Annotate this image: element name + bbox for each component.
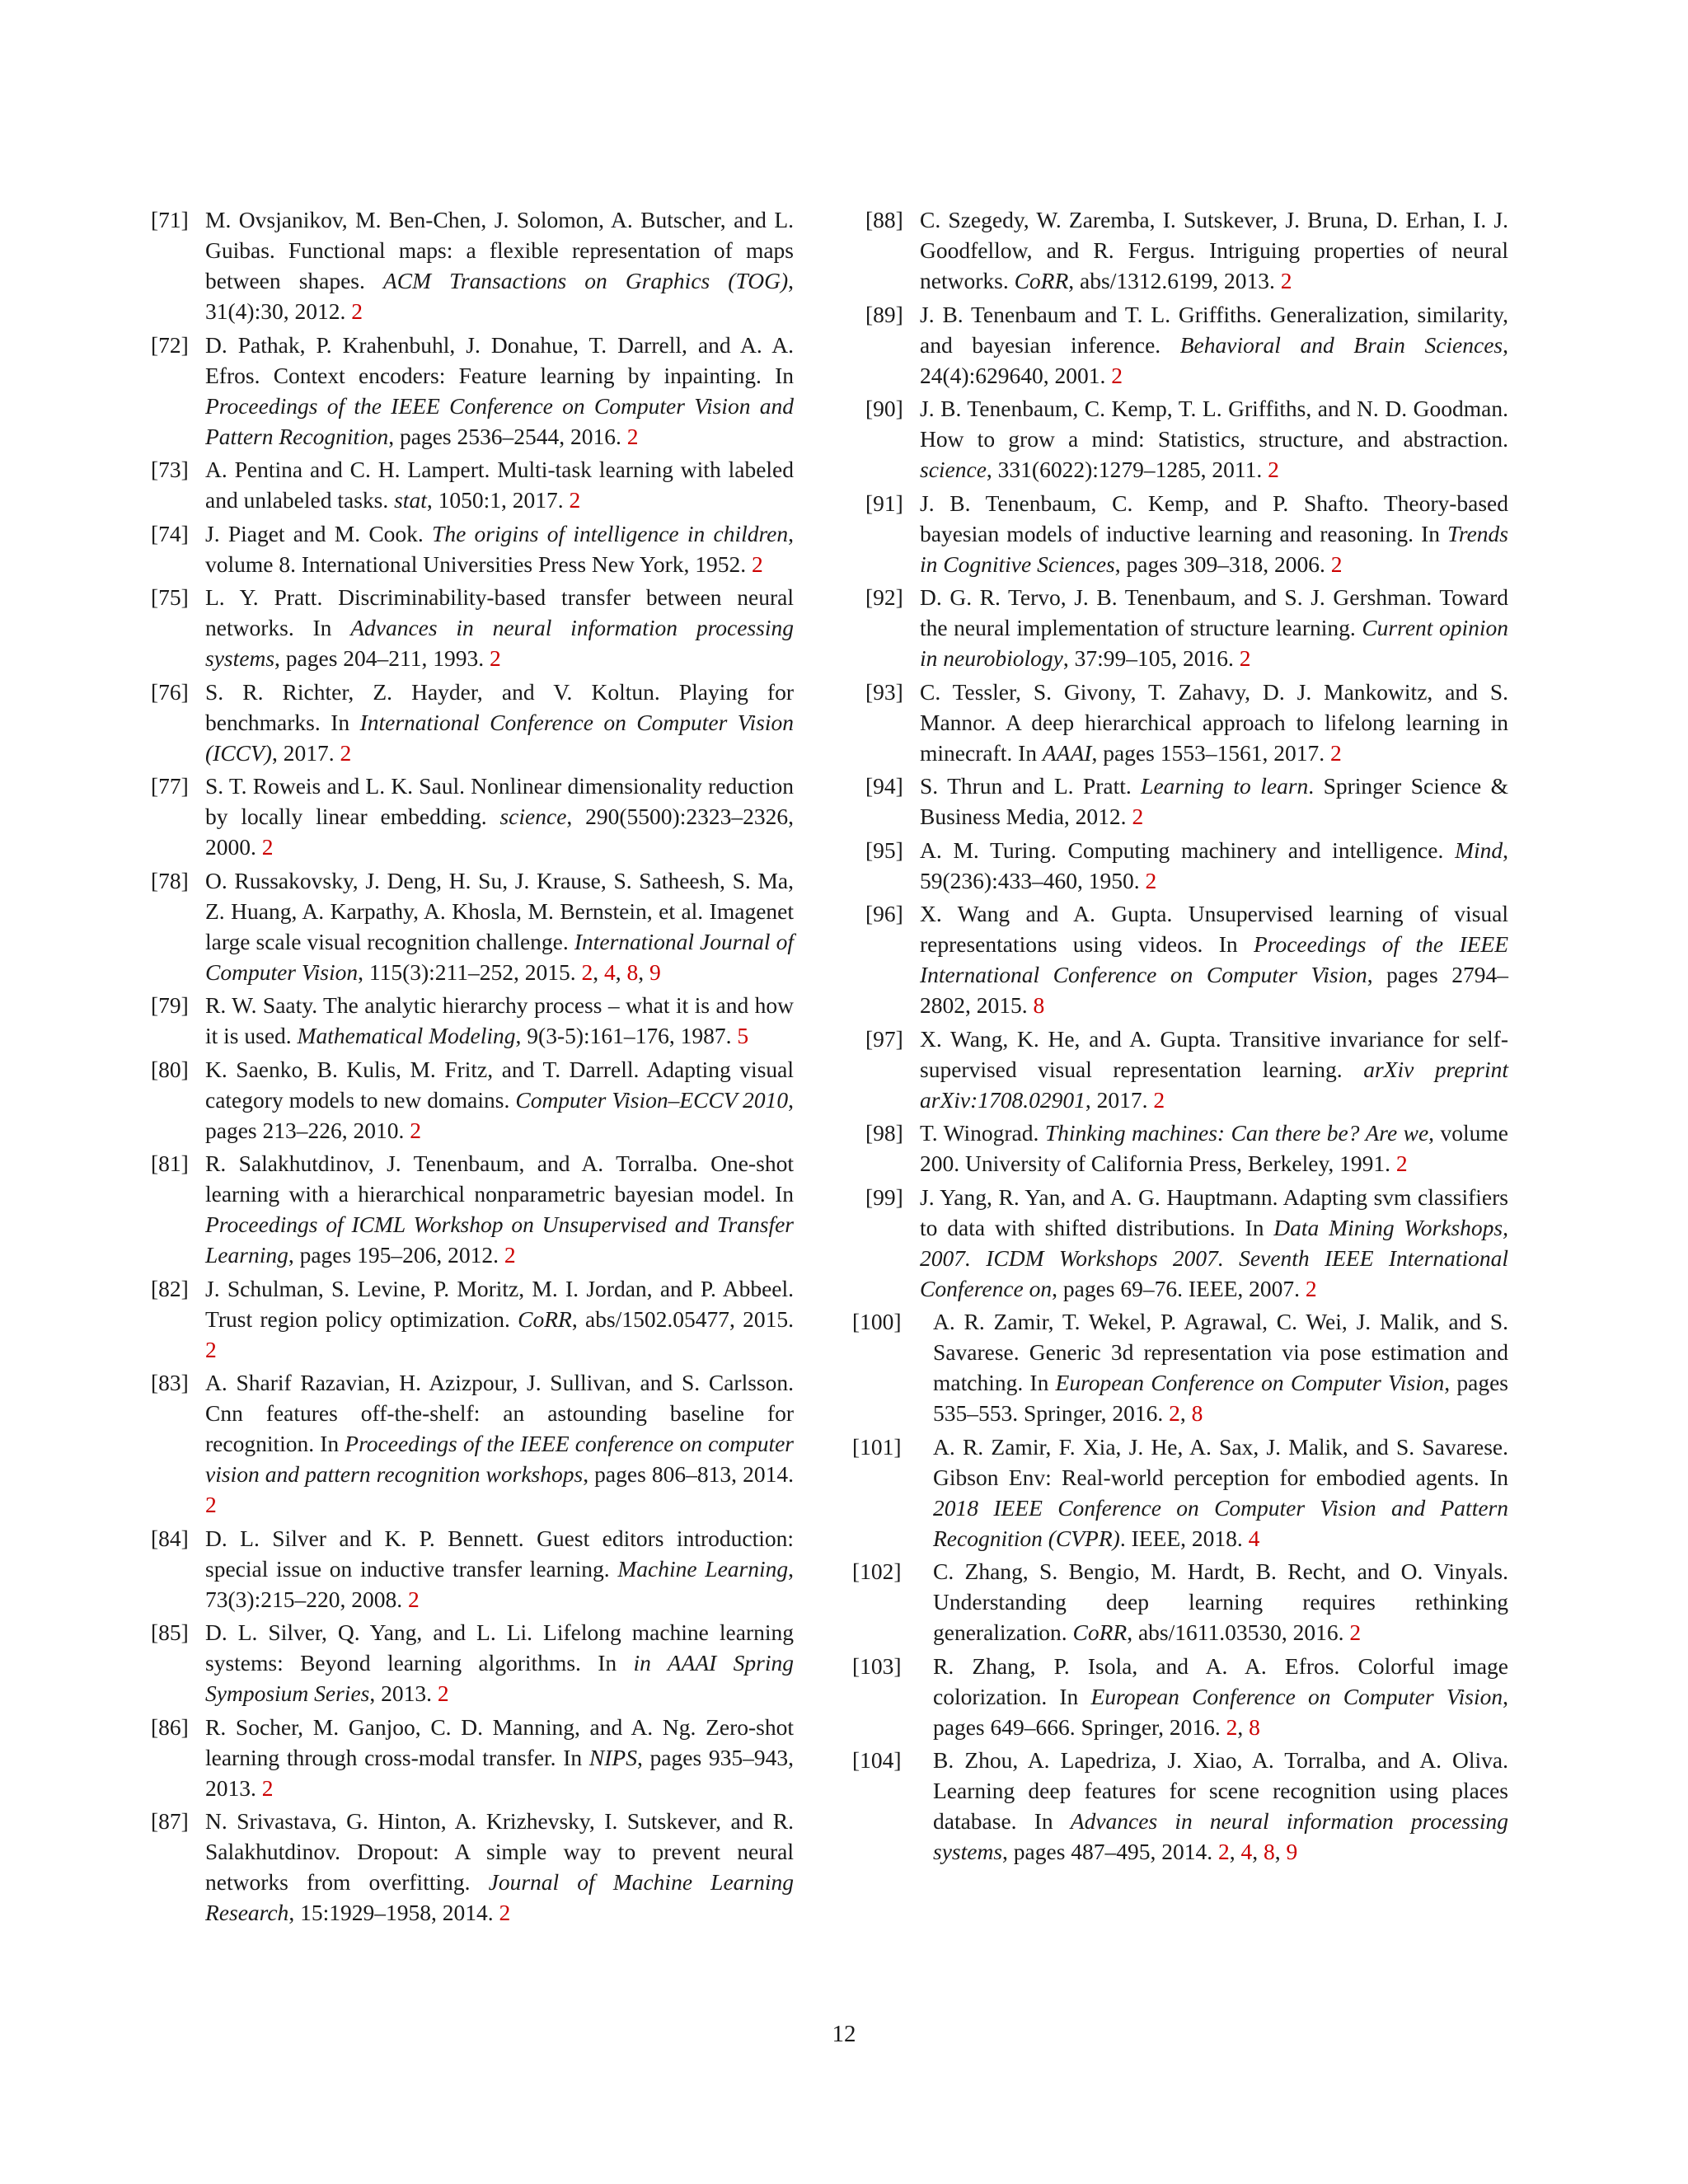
reference-authors-title: J. Piaget and M. Cook.	[205, 520, 424, 546]
backref-page-link[interactable]: 4	[1248, 1525, 1260, 1551]
reference-number: [73]	[151, 457, 189, 482]
reference-details: , pages 1553–1561, 2017.	[1091, 739, 1325, 766]
reference-entry	[151, 1523, 794, 1615]
reference-details: , volume 8. International Universities Press New York, 1952.	[205, 520, 794, 577]
reference-entry	[865, 299, 1508, 391]
reference-entry	[151, 518, 794, 579]
reference-details: , pages 213–226, 2010.	[205, 1086, 794, 1143]
reference-number: [91]	[865, 490, 903, 516]
reference-venue: The origins of intelligence in children	[432, 520, 789, 546]
backref-page-link[interactable]: 4	[604, 958, 616, 985]
reference-venue: arXiv preprint arXiv:1708.02901	[920, 1056, 1508, 1113]
backref-page-link[interactable]: 2	[407, 1586, 420, 1612]
reference-entry	[852, 1432, 1508, 1554]
reference-authors-title: S. Thrun and L. Pratt.	[920, 773, 1132, 799]
reference-number: [94]	[865, 773, 903, 799]
reference-number: [100]	[852, 1309, 902, 1334]
reference-number: [84]	[151, 1525, 189, 1551]
reference-authors-title: D. L. Silver, Q. Yang, and L. Li. Lifelong machine learning systems: Beyond learning algorithms. In	[205, 1619, 794, 1675]
reference-entry	[865, 582, 1508, 673]
reference-entry	[151, 1273, 794, 1365]
backref-page-link[interactable]: 2	[1226, 1713, 1238, 1740]
reference-entry	[865, 393, 1508, 485]
reference-details: , abs/1502.05477, 2015.	[571, 1305, 794, 1332]
reference-venue: Learning to learn	[1141, 773, 1309, 799]
reference-number: [101]	[852, 1433, 902, 1460]
reference-authors-title: J. Yang, R. Yan, and A. G. Hauptmann. Adapting svm classifiers to data with shifted distributions. In	[920, 1183, 1508, 1240]
reference-details: , 2017.	[1085, 1086, 1148, 1113]
reference-number: [93]	[865, 678, 903, 705]
backref-page-link[interactable]: 5	[737, 1023, 749, 1048]
reference-entry	[151, 1367, 794, 1520]
reference-venue: NIPS	[588, 1744, 637, 1770]
reference-details: , volume 200. University of California Press, Berkeley, 1991.	[920, 1120, 1508, 1176]
reference-number: [89]	[865, 301, 903, 327]
reference-number: [102]	[852, 1558, 902, 1584]
reference-entry	[151, 454, 794, 515]
reference-details: , 73(3):215–220, 2008.	[205, 1555, 794, 1612]
reference-number: [85]	[151, 1619, 189, 1645]
reference-details: . IEEE, 2018.	[1119, 1525, 1243, 1551]
reference-number: [71]	[151, 207, 189, 232]
backref-page-link[interactable]: 8	[1264, 1839, 1275, 1864]
reference-details: , pages 806–813, 2014.	[583, 1461, 794, 1487]
backref-page-link[interactable]: 2	[626, 423, 639, 449]
backref-page-link[interactable]: 2	[410, 1117, 421, 1143]
reference-entry	[865, 835, 1508, 896]
reference-number: [72]	[151, 331, 189, 358]
references-right-column	[852, 204, 1509, 1870]
reference-entry	[865, 488, 1508, 579]
reference-authors-title: R. Salakhutdinov, J. Tenenbaum, and A. Torralba. One-shot learning with a hierarchical nonparametric bayesian model. In	[205, 1151, 794, 1207]
reference-venue: Proceedings of the IEEE Conference on Computer Vision and Pattern Recognition	[205, 392, 794, 449]
backref-page-link[interactable]: 8	[1033, 992, 1045, 1018]
backref-page-link[interactable]: 9	[649, 958, 661, 985]
reference-number: [96]	[865, 901, 903, 926]
reference-venue: Machine Learning	[617, 1555, 789, 1582]
reference-number: [79]	[151, 992, 189, 1018]
reference-authors-title: X. Wang and A. Gupta. Unsupervised learning of visual representations using videos. In	[920, 901, 1508, 957]
reference-venue: AAAI	[1042, 739, 1092, 766]
reference-entry	[151, 1617, 794, 1708]
reference-venue: science	[920, 457, 987, 482]
reference-authors-title: R. Zhang, P. Isola, and A. A. Efros. Colorful image colorization. In	[933, 1652, 1508, 1709]
reference-number: [83]	[151, 1370, 189, 1395]
reference-authors-title: C. Tessler, S. Givony, T. Zahavy, D. J. Mankowitz, and S. Mannor. A deep hierarchical approach to lifelong learning in minecraft. In	[920, 678, 1508, 766]
backref-page-link[interactable]: 8	[626, 958, 639, 985]
reference-venue: European Conference on Computer Vision	[1055, 1370, 1445, 1395]
backref-page-link[interactable]: 2	[205, 1492, 217, 1517]
reference-number: [97]	[865, 1025, 903, 1052]
backref-page-link[interactable]: 2	[437, 1680, 449, 1706]
reference-entry	[151, 990, 794, 1051]
backref-page-link[interactable]: 8	[1249, 1713, 1260, 1740]
reference-venue: Mind	[1455, 837, 1503, 863]
backref-page-link[interactable]: 2	[581, 958, 593, 985]
reference-authors-title: J. B. Tenenbaum, C. Kemp, T. L. Griffiths, and N. D. Goodman. How to grow a mind: Statistics, structure, and abstraction.	[920, 396, 1508, 452]
reference-number: [87]	[151, 1808, 189, 1834]
reference-entry	[151, 582, 794, 673]
reference-authors-title: A. R. Zamir, F. Xia, J. He, A. Sax, J. Malik, and S. Savarese. Gibson Env: Real-world perception for embodied agents. In	[933, 1433, 1508, 1490]
reference-authors-title: J. Schulman, S. Levine, P. Moritz, M. I. Jordan, and P. Abbeel. Trust region policy optimization.	[205, 1275, 794, 1332]
backref-page-link[interactable]: 2	[261, 1774, 274, 1801]
reference-number: [82]	[151, 1275, 189, 1301]
backref-page-link[interactable]: 2	[504, 1242, 516, 1268]
reference-authors-title: B. Zhou, A. Lapedriza, J. Xiao, A. Torralba, and A. Oliva. Learning deep features for scene recognition using places database. In	[933, 1747, 1508, 1834]
backref-page-link[interactable]: 2	[1305, 1275, 1317, 1301]
reference-authors-title: R. Socher, M. Ganjoo, C. D. Manning, and A. Ng. Zero-shot learning through cross-modal transfer. In	[205, 1713, 794, 1770]
reference-authors-title: D. G. R. Tervo, J. B. Tenenbaum, and S. J. Gershman. Toward the neural implementation of structure learning.	[920, 584, 1508, 640]
reference-details: , 9(3-5):161–176, 1987.	[515, 1023, 732, 1048]
backref-page-link[interactable]: 2	[499, 1900, 511, 1925]
reference-entry	[151, 330, 794, 452]
reference-number: [88]	[865, 207, 903, 232]
reference-entry: [103] R. Zhang, P. Isola, and A. A. Efros. Colorful image colorization. In European Conference on Computer Vision, pages 649–666. Springer, 2016. 2, 8	[865, 1651, 1508, 1742]
reference-details: . Springer Science & Business Media, 2012.	[920, 773, 1509, 829]
reference-venue: Advances in neural information processing systems	[933, 1808, 1509, 1864]
reference-number: [78]	[151, 867, 189, 893]
reference-number: [98]	[865, 1120, 903, 1146]
reference-authors-title: A. M. Turing. Computing machinery and intelligence.	[920, 837, 1444, 863]
reference-venue: Advances in neural information processing systems	[205, 615, 794, 671]
backref-page-link[interactable]: 2	[1329, 739, 1342, 766]
reference-entry: [104] B. Zhou, A. Lapedriza, J. Xiao, A. Torralba, and A. Oliva. Learning deep features for scene recognition using places database. In Advances in neural information processing systems, pages 487–495, 2014. 2, 4, 8, 9	[865, 1745, 1508, 1867]
reference-details: , pages 535–553. Springer, 2016.	[933, 1370, 1508, 1426]
backref-page-link[interactable]: 2	[1239, 645, 1251, 671]
backref-page-link[interactable]: 2	[1268, 457, 1279, 482]
reference-number: [77]	[151, 773, 189, 799]
reference-venue: CoRR	[1014, 268, 1069, 293]
reference-details: , 24(4):629640, 2001.	[920, 331, 1509, 388]
reference-venue: science	[499, 804, 567, 829]
reference-number: [80]	[151, 1056, 189, 1082]
reference-venue: Current opinion in neurobiology	[920, 615, 1509, 671]
reference-venue: stat	[394, 487, 427, 513]
reference-details: , 37:99–105, 2016.	[1062, 645, 1234, 671]
reference-details: , pages 69–76. IEEE, 2007.	[1052, 1275, 1301, 1301]
reference-details: , 31(4):30, 2012.	[205, 268, 795, 324]
reference-entry	[151, 1712, 794, 1803]
reference-entry	[151, 771, 794, 862]
reference-details: , pages 487–495, 2014.	[1002, 1839, 1213, 1864]
reference-entry	[865, 1118, 1508, 1179]
reference-details: , pages 204–211, 1993.	[274, 645, 485, 671]
reference-number: [92]	[865, 584, 903, 610]
reference-venue: Proceedings of the IEEE International Conference on Computer Vision	[920, 931, 1508, 987]
reference-number: [81]	[151, 1151, 189, 1176]
references-left-column	[151, 204, 794, 1931]
backref-page-link[interactable]: 2	[1145, 867, 1157, 893]
reference-venue: CoRR	[1072, 1619, 1128, 1645]
reference-authors-title: S. R. Richter, Z. Hayder, and V. Koltun. Playing for benchmarks. In	[205, 678, 794, 735]
reference-venue: Proceedings of ICML Workshop on Unsupervised and Transfer Learning	[205, 1212, 794, 1268]
backref-page-link[interactable]: 2	[751, 551, 763, 577]
reference-entry	[865, 677, 1508, 768]
reference-details: , 331(6022):1279–1285, 2011.	[986, 457, 1263, 482]
reference-authors-title: C. Szegedy, W. Zaremba, I. Sutskever, J. Bruna, D. Erhan, I. J. Goodfellow, and R. Fergus. Intriguing properties of neural networks.	[920, 207, 1508, 293]
backref-page-link[interactable]: 2	[205, 1336, 217, 1362]
reference-venue: ACM Transactions on Graphics (TOG)	[382, 268, 789, 293]
reference-number: [95]	[865, 837, 903, 863]
reference-number: [104]	[852, 1747, 902, 1773]
reference-entry	[151, 1148, 794, 1270]
reference-number: [99]	[865, 1183, 903, 1210]
reference-details: , pages 935–943, 2013.	[205, 1744, 794, 1801]
reference-details: , 290(5500):2323–2326, 2000.	[205, 804, 794, 860]
reference-details: , pages 2794–2802, 2015.	[920, 962, 1508, 1018]
reference-venue: Mathematical Modeling	[297, 1023, 516, 1048]
backref-page-link[interactable]: 2	[1218, 1839, 1230, 1864]
reference-authors-title: T. Winograd.	[920, 1120, 1039, 1146]
reference-details: , abs/1611.03530, 2016.	[1127, 1619, 1344, 1645]
reference-details: , 59(236):433–460, 1950.	[920, 837, 1509, 893]
backref-page-link[interactable]: 2	[340, 739, 352, 766]
reference-authors-title: A. R. Zamir, T. Wekel, P. Agrawal, C. Wei, J. Malik, and S. Savarese. Generic 3d representation via pose estimation and matching. In	[933, 1309, 1508, 1395]
reference-entry	[865, 1024, 1508, 1115]
backref-page-link[interactable]: 4	[1240, 1839, 1253, 1864]
reference-authors-title: J. B. Tenenbaum and T. L. Griffiths. Generalization, similarity, and bayesian inference.	[920, 301, 1508, 358]
reference-number: [86]	[151, 1713, 189, 1740]
reference-venue: Proceedings of the IEEE conference on computer vision and pattern recognition workshops	[205, 1431, 795, 1487]
backref-page-link[interactable]: 2	[351, 298, 363, 324]
reference-venue: International Journal of Computer Vision	[205, 928, 794, 985]
reference-authors-title: J. B. Tenenbaum, C. Kemp, and P. Shafto. Theory-based bayesian models of inductive learning and reasoning. In	[920, 490, 1508, 546]
reference-entry	[865, 898, 1508, 1020]
backref-page-link[interactable]: 9	[1286, 1839, 1298, 1864]
reference-venue: Computer Vision–ECCV 2010	[515, 1086, 789, 1113]
reference-entry	[865, 771, 1508, 832]
reference-entry: [100] A. R. Zamir, T. Wekel, P. Agrawal, C. Wei, J. Malik, and S. Savarese. Generic 3d representation via pose estimation and matching. In European Conference on Computer Vision, pages 535–553. Springer, 2016. 2, 8	[865, 1306, 1508, 1428]
reference-venue: CoRR	[518, 1305, 572, 1332]
reference-authors-title: X. Wang, K. He, and A. Gupta. Transitive invariance for self-supervised visual representation learning.	[920, 1025, 1508, 1082]
reference-number: [103]	[852, 1652, 902, 1679]
reference-venue: Data Mining Workshops, 2007. ICDM Workshops 2007. Seventh IEEE International Conference on	[920, 1214, 1508, 1301]
backref-page-link[interactable]: 2	[1153, 1086, 1165, 1113]
reference-entry	[151, 1806, 794, 1928]
reference-authors-title: A. Pentina and C. H. Lampert. Multi-task learning with labeled and unlabeled tasks.	[205, 457, 794, 513]
reference-details: , 15:1929–1958, 2014.	[288, 1900, 494, 1925]
reference-authors-title: A. Sharif Razavian, H. Azizpour, J. Sullivan, and S. Carlsson. Cnn features off-the-shelf: an astounding baseline for recognition. In	[205, 1370, 794, 1456]
reference-details: , pages 649–666. Springer, 2016.	[933, 1683, 1509, 1740]
backref-page-link[interactable]: 2	[1280, 268, 1292, 293]
reference-authors-title: C. Zhang, S. Bengio, M. Hardt, B. Recht, and O. Vinyals. Understanding deep learning requires rethinking generalization.	[933, 1558, 1508, 1645]
backref-page-link[interactable]: 2	[490, 645, 501, 671]
backref-page-link[interactable]: 2	[569, 487, 581, 513]
reference-details: , 115(3):211–252, 2015.	[358, 958, 576, 985]
reference-details: , pages 2536–2544, 2016.	[388, 423, 621, 449]
reference-authors-title: K. Saenko, B. Kulis, M. Fritz, and T. Darrell. Adapting visual category models to new domains.	[205, 1056, 794, 1113]
reference-authors-title: O. Russakovsky, J. Deng, H. Su, J. Krause, S. Satheesh, S. Ma, Z. Huang, A. Karpathy, A. Khosla, M. Bernstein, et al. Imagenet large scale visual recognition challenge.	[205, 867, 794, 954]
reference-entry	[865, 204, 1508, 296]
reference-details: , abs/1312.6199, 2013.	[1068, 268, 1275, 293]
reference-venue: Journal of Machine Learning Research	[205, 1869, 794, 1925]
backref-page-link[interactable]: 2	[1111, 362, 1123, 388]
reference-number: [74]	[151, 520, 189, 546]
backref-page-link[interactable]: 2	[1349, 1619, 1362, 1645]
backref-page-link[interactable]: 8	[1191, 1400, 1203, 1426]
reference-details: , pages 309–318, 2006.	[1114, 551, 1325, 577]
backref-page-link[interactable]: 2	[1395, 1151, 1408, 1176]
backref-page-link[interactable]: 2	[1330, 551, 1343, 577]
reference-details: , pages 195–206, 2012.	[288, 1242, 499, 1268]
reference-authors-title: L. Y. Pratt. Discriminability-based transfer between neural networks. In	[205, 584, 794, 640]
reference-entry	[151, 677, 794, 768]
reference-authors-title: D. Pathak, P. Krahenbuhl, J. Donahue, T. Darrell, and A. A. Efros. Context encoders: Feature learning by inpainting. In	[205, 331, 794, 388]
reference-entry: [78] O. Russakovsky, J. Deng, H. Su, J. Krause, S. Satheesh, S. Ma, Z. Huang, A. Karpathy, A. Khosla, M. Bernstein, et al. Imagenet large scale visual recognition challenge. International Journal of Computer Vision, 115(3):211–252, 2015. 2, 4, 8, 9	[151, 865, 794, 987]
reference-authors-title: N. Srivastava, G. Hinton, A. Krizhevsky, I. Sutskever, and R. Salakhutdinov. Dropout: A simple way to prevent neural networks from overfitting.	[205, 1808, 794, 1895]
reference-entry	[865, 1182, 1508, 1304]
reference-venue: 2018 IEEE Conference on Computer Vision and Pattern Recognition (CVPR)	[933, 1494, 1508, 1551]
backref-page-link[interactable]: 2	[1169, 1400, 1180, 1426]
reference-number: [75]	[151, 584, 189, 610]
reference-venue: Thinking machines: Can there be? Are we	[1044, 1120, 1429, 1146]
reference-venue: Behavioral and Brain Sciences	[1179, 331, 1503, 358]
reference-details: , 2017.	[271, 739, 335, 766]
reference-venue: European Conference on Computer Vision	[1090, 1683, 1503, 1709]
page-number: 12	[832, 2021, 856, 2047]
reference-venue: in AAAI Spring Symposium Series	[205, 1650, 794, 1706]
reference-details: , 2013.	[369, 1680, 432, 1706]
reference-venue: Trends in Cognitive Sciences	[920, 520, 1509, 577]
reference-entry	[852, 1556, 1508, 1647]
reference-authors-title: M. Ovsjanikov, M. Ben-Chen, J. Solomon, A. Butscher, and L. Guibas. Functional maps: a flexible representation of maps between shapes.	[205, 207, 794, 293]
reference-entry	[151, 204, 794, 326]
reference-number: [76]	[151, 678, 189, 705]
reference-authors-title: R. W. Saaty. The analytic hierarchy process – what it is and how it is used.	[205, 992, 794, 1048]
reference-entry	[151, 1054, 794, 1146]
reference-venue: International Conference on Computer Vision (ICCV)	[205, 709, 795, 766]
backref-page-link[interactable]: 2	[1132, 804, 1144, 829]
reference-details: , 1050:1, 2017.	[426, 487, 564, 513]
reference-number: [90]	[865, 396, 903, 421]
reference-authors-title: D. L. Silver and K. P. Bennett. Guest editors introduction: special issue on inductive transfer learning.	[205, 1525, 794, 1582]
reference-authors-title: S. T. Roweis and L. K. Saul. Nonlinear dimensionality reduction by locally linear embedding.	[205, 773, 794, 829]
backref-page-link[interactable]: 2	[261, 834, 274, 860]
